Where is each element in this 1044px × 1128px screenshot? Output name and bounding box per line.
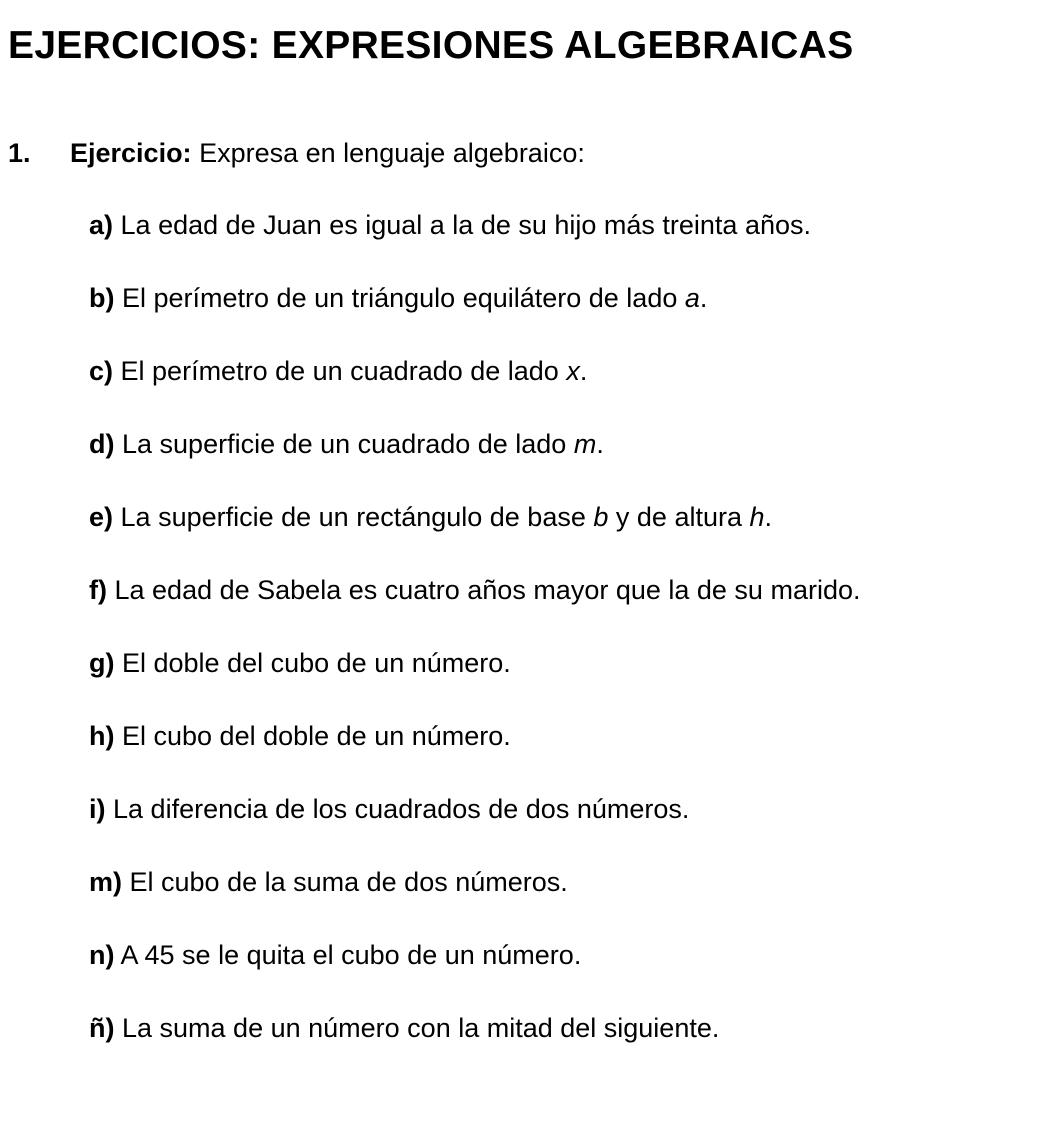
item-text: La edad de Sabela es cuatro años mayor que la de su marido.	[114, 575, 861, 605]
item-text: La diferencia de los cuadrados de dos números.	[113, 794, 690, 824]
item-text-2: y de altura	[608, 502, 750, 532]
exercise-item-f	[89, 573, 860, 646]
exercise-item-i	[89, 792, 860, 865]
item-text: El cubo de la suma de dos números.	[129, 867, 568, 897]
item-letter: n)	[89, 940, 115, 970]
item-variable: a	[684, 283, 700, 313]
item-text: El perímetro de un triángulo equilátero de lado	[122, 283, 685, 313]
exercise-item-h	[89, 719, 860, 792]
item-end: .	[764, 502, 773, 532]
exercise-heading	[8, 138, 585, 169]
item-letter: m)	[89, 867, 122, 897]
item-text: El doble del cubo de un número.	[122, 648, 511, 678]
exercise-item-g	[89, 646, 860, 719]
exercise-item-m	[89, 865, 860, 938]
item-variable: x	[566, 356, 580, 386]
item-letter: b)	[89, 283, 115, 313]
item-variable: m	[573, 429, 597, 459]
exercise-item-c	[89, 354, 860, 427]
item-letter: h)	[89, 721, 115, 751]
item-text: El cubo del doble de un número.	[122, 721, 511, 751]
exercise-item-list	[89, 208, 860, 1084]
item-letter: a)	[89, 210, 114, 240]
item-text: A 45 se le quita el cubo de un número.	[120, 940, 582, 970]
item-letter: c)	[89, 356, 114, 386]
item-text: El perímetro de un cuadrado de lado	[120, 356, 567, 386]
exercise-instruction: Expresa en lenguaje algebraico:	[199, 138, 585, 168]
item-end: .	[699, 283, 708, 313]
exercise-item-a	[89, 208, 860, 281]
item-end: .	[596, 429, 604, 459]
exercise-item-e	[89, 500, 860, 573]
item-text: La suma de un número con la mitad del siguiente.	[122, 1013, 720, 1043]
item-text: La edad de Juan es igual a la de su hijo más treinta años.	[120, 210, 811, 240]
exercise-item-b	[89, 281, 860, 354]
item-text: La superficie de un rectángulo de base	[120, 502, 594, 532]
item-end: .	[579, 356, 588, 386]
exercise-item-enye	[89, 1011, 860, 1084]
exercise-item-n	[89, 938, 860, 1011]
exercise-item-d	[89, 427, 860, 500]
exercise-label: Ejercicio:	[70, 138, 192, 168]
item-letter: d)	[89, 429, 115, 459]
item-variable-2: h	[749, 502, 765, 532]
item-letter: ñ)	[89, 1013, 115, 1043]
page-title: EJERCICIOS: EXPRESIONES ALGEBRAICAS	[8, 24, 854, 67]
item-letter: e)	[89, 502, 114, 532]
item-text: La superficie de un cuadrado de lado	[122, 429, 574, 459]
exercise-number: 1.	[8, 138, 31, 168]
item-letter: i)	[89, 794, 106, 824]
item-letter: g)	[89, 648, 115, 678]
item-letter: f)	[89, 575, 107, 605]
item-variable: b	[593, 502, 609, 532]
